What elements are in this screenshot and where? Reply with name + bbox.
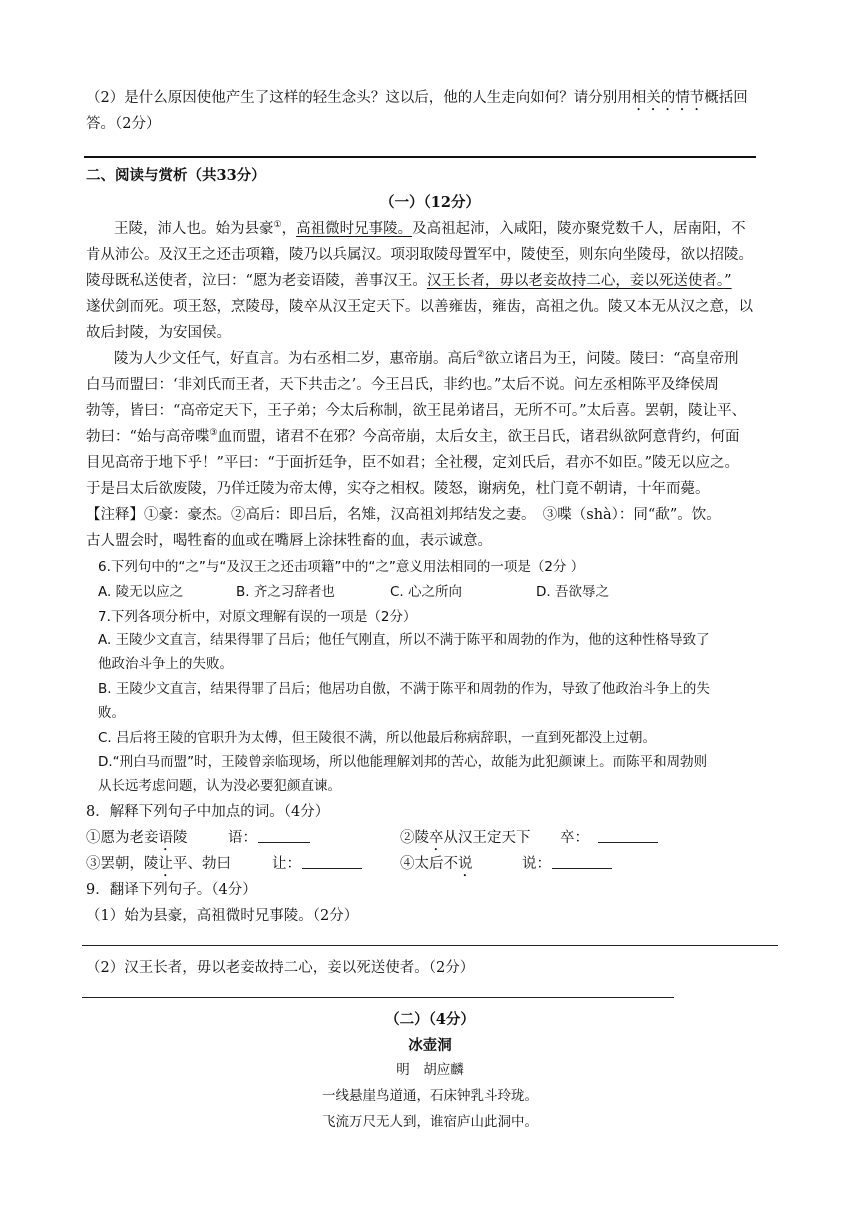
q7-option-a-line-1: A. 王陵少文直言，结果得罪了吕后；他任气刚直，所以不满于陈平和周勃的作为，他的这种性格导致了 <box>98 632 710 648</box>
poem-author: 明 胡应麟 <box>396 1062 464 1078</box>
annotation-line-2: 古人盟会时，喝牲畜的血或在嘴唇上涂抹牲畜的血，表示诚意。 <box>86 533 492 549</box>
passage-p2-line-4: 勃曰：“始与高帝喋③血而盟，诸君不在邪？今高帝崩，太后女主，欲王吕氏，诸君纵欲阿意背约，何面 <box>86 428 740 445</box>
q7-stem: 7.下列各项分析中，对原文理解有误的一项是（2分） <box>98 609 417 625</box>
passage-p1-line-3: 陵母既私送使者，泣曰：“愿为老妾语陵，善事汉王。汉王长者，毋以老妾故持二心，妾以死送使者。” <box>86 273 732 289</box>
passage-p2-line-6: 于是吕太后欲废陵，乃佯迁陵为帝太傅，实夺之相权。陵怒，谢病免，杜门竟不朝请，十年而薨。 <box>86 481 710 497</box>
q9-stem: 9．翻译下列句子。（4分） <box>86 882 257 898</box>
q8-item-1-label: 语： <box>228 830 257 846</box>
passage-p1-line-4: 遂伏剑而死。项王怒，烹陵母，陵卒从汉王定天下。以善雍齿，雍齿，高祖之仇。陵又本无从汉之意，以 <box>86 299 753 315</box>
q8-stem: 8．解释下列句子中加点的词。（4分） <box>86 804 330 820</box>
poem-line-2: 飞流万尺无人到，谁宿庐山此洞中。 <box>322 1114 538 1130</box>
q9-sentence-2: （2）汉王长者，毋以老妾故持二心，妾以死送使者。（2分） <box>86 960 475 976</box>
q6-stem: 6.下列句中的“之”与“及汉王之还击项籍”中的“之”意义用法相同的一项是（2分 ） <box>98 559 585 575</box>
q7-option-c: C. 吕后将王陵的官职升为太傅，但王陵很不满，所以他最后称病辞职，一直到死都没上过朝。 <box>98 730 657 746</box>
q8-item-2-label: 卒： <box>560 830 589 846</box>
prev-question-line-1: （2）是什么原因使他产生了这样的轻生念头？这以后，他的人生走向如何？请分别用相关的情节概括回 <box>86 90 748 106</box>
q7-option-d-line-2: 从长远考虑问题，认为没必要犯颜直谏。 <box>98 778 341 794</box>
poem-line-1: 一线悬崖鸟道通，石床钟乳斗玲珑。 <box>322 1088 538 1104</box>
q6-option-b: B. 齐之习辞者也 <box>236 584 335 600</box>
passage-p2-line-5: 目见高帝于地下乎！”平曰：“于面折廷争，臣不如君；全社稷，定刘氏后，君亦不如臣。”陵无以应之。 <box>86 455 739 471</box>
prev-question-line-2: 答。（2分） <box>86 116 161 132</box>
q7-option-b-line-2: 败。 <box>98 705 125 721</box>
q8-item-4-label: 说： <box>522 856 551 872</box>
q7-option-a-line-2: 他政治斗争上的失败。 <box>98 656 233 672</box>
q9-answer-line-1[interactable] <box>82 945 778 946</box>
q9-sentence-1: （1）始为县豪，高祖微时兄事陵。（2分） <box>86 908 359 924</box>
section2-title: 二、阅读与赏析（共33分） <box>86 167 266 184</box>
part2-title: （二）（4分） <box>385 1011 475 1028</box>
poem-title: 冰壶洞 <box>408 1037 452 1054</box>
q9-answer-line-2[interactable] <box>82 997 674 998</box>
passage-p2-line-1: 陵为人少文任气，好直言。为右丞相二岁，惠帝崩。高后②欲立诸吕为王，问陵。陵曰：“高皇帝刑 <box>114 350 739 367</box>
q6-option-d: D. 吾欲辱之 <box>536 584 609 600</box>
q8-item-4-blank[interactable] <box>552 868 612 869</box>
q8-item-3-label: 让： <box>272 856 301 872</box>
passage-p2-line-3: 勃等，皆曰：“高帝定天下，王子弟；今太后称制，欲王昆弟诸吕，无所不可。”太后喜。罢朝，陵让平、 <box>86 403 747 419</box>
passage-p1-line-1: 王陵，沛人也。始为县豪①，高祖微时兄事陵。及高祖起沛，入咸阳，陵亦聚党数千人，居南阳，不 <box>114 220 746 237</box>
q7-option-d-line-1: D.“刑白马而盟”时，王陵曾亲临现场，所以他能理解刘邦的苦心，故能为此犯颜谏上。而陈平和周勃则 <box>98 754 708 770</box>
q8-item-3-blank[interactable] <box>302 868 362 869</box>
passage-p2-line-2: 白马而盟曰：‘非刘氏而王者，天下共击之’。今王吕氏，非约也。”太后不说。问左丞相陈平及绛侯周 <box>86 377 719 393</box>
q8-item-3: ③罢朝，陵让平、勃曰 <box>86 856 231 872</box>
q8-item-2-blank[interactable] <box>598 842 658 843</box>
q8-item-4: ④太后不说 <box>400 856 473 872</box>
passage-p1-line-5: 故后封陵，为安国侯。 <box>86 325 231 341</box>
q8-item-1: ①愿为老妾语陵 <box>86 830 188 846</box>
q6-option-a: A. 陵无以应之 <box>98 584 184 600</box>
q7-option-b-line-1: B. 王陵少文直言，结果得罪了吕后；他居功自傲，不满于陈平和周勃的作为，导致了他政治斗争上的失 <box>98 681 710 697</box>
part1-title: （一）（12分） <box>380 194 480 211</box>
annotation-line-1: 【注释】①豪：豪杰。②高后：即吕后，名雉，汉高祖刘邦结发之妻。 ③喋（shà）：同“歃”。饮。 <box>86 507 721 523</box>
section-divider <box>84 156 756 158</box>
q8-item-2: ②陵卒从汉王定天下 <box>400 830 531 846</box>
q8-item-1-blank[interactable] <box>258 842 310 843</box>
passage-p1-line-2: 肯从沛公。及汉王之还击项籍，陵乃以兵属汉。项羽取陵母置军中，陵使至，则东向坐陵母，欲以招陵。 <box>86 247 753 263</box>
q6-option-c: C. 心之所向 <box>390 584 463 600</box>
